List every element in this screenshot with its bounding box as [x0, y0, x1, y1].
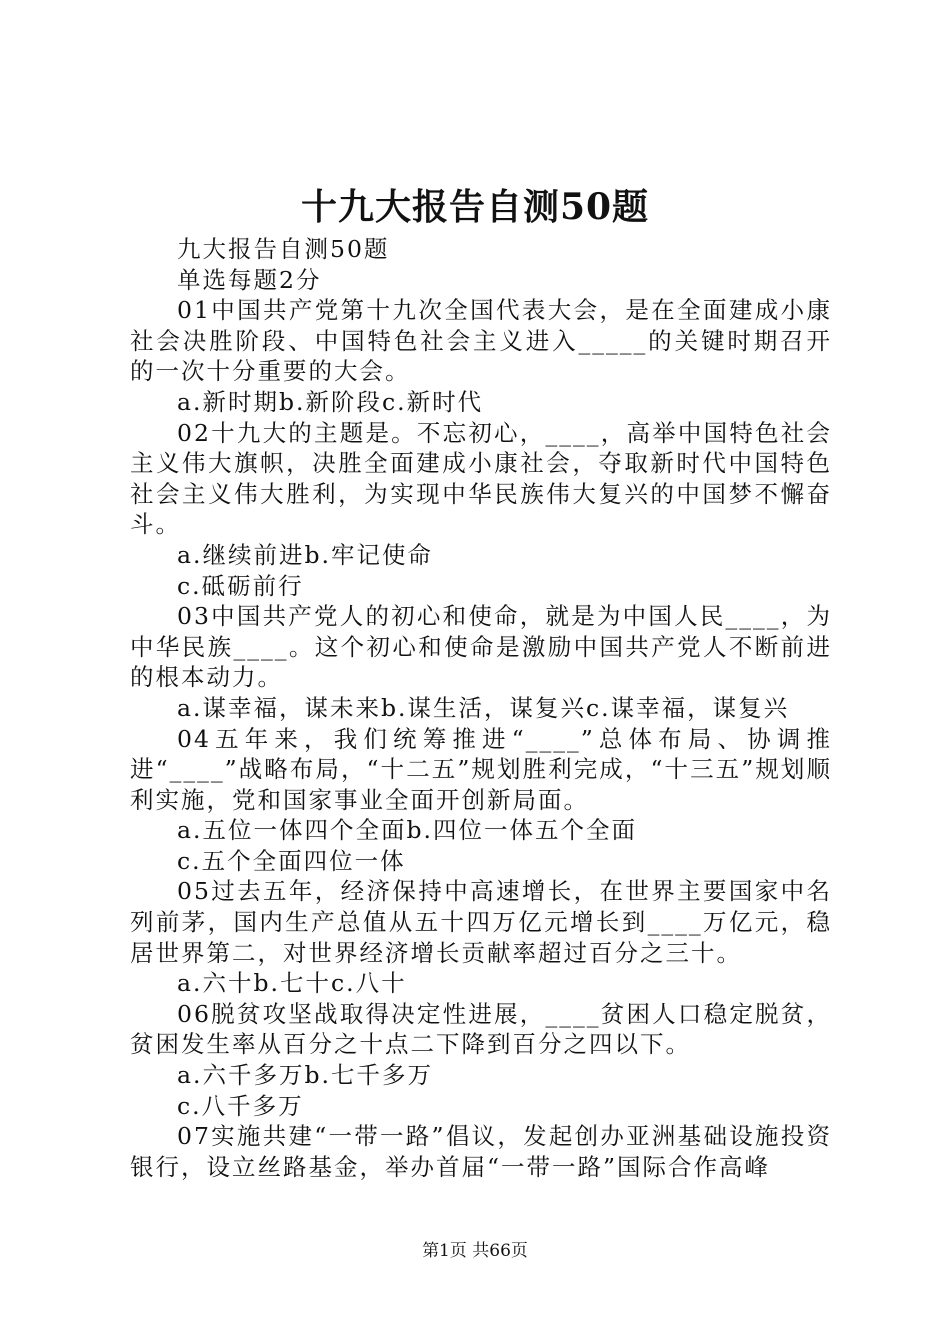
options-04-ab: a.五位一体四个全面b.四位一体五个全面	[177, 816, 637, 845]
options-02-ab: a.继续前进b.牢记使命	[177, 540, 433, 569]
options-03: a.谋幸福，谋未来b.谋生活，谋复兴c.谋幸福，谋复兴	[177, 693, 790, 722]
question-04: 04五年来，我们统筹推进“____”总体布局、协调推进“____”战略布局，“十二五”规划胜利完成，“十三五”规划顺利实施，党和国家事业全面开创新局面。	[130, 724, 832, 814]
paragraph-instruction: 单选每题2分	[177, 265, 322, 294]
options-05: a.六十b.七十c.八十	[177, 969, 407, 998]
options-06-ab: a.六千多万b.七千多万	[177, 1061, 433, 1090]
options-06-c: c.八千多万	[177, 1091, 304, 1120]
page-number-footer: 第1页 共66页	[422, 1241, 528, 1261]
question-03: 03中国共产党人的初心和使命，就是为中国人民____，为中华民族____。这个初心和使命是激励中国共产党人不断前进的根本动力。	[130, 602, 832, 692]
question-01: 01中国共产党第十九次全国代表大会，是在全面建成小康社会决胜阶段、中国特色社会主义进入_____的关键时期召开的一次十分重要的大会。	[130, 296, 832, 386]
document-body	[130, 234, 832, 1182]
options-04-c: c.五个全面四位一体	[177, 846, 406, 875]
question-05: 05过去五年，经济保持中高速增长，在世界主要国家中名列前茅，国内生产总值从五十四万亿元增长到____万亿元，稳居世界第二，对世界经济增长贡献率超过百分之三十。	[130, 877, 832, 967]
question-02: 02十九大的主题是。不忘初心，____，高举中国特色社会主义伟大旗帜，决胜全面建成小康社会，夺取新时代中国特色社会主义伟大胜利，为实现中华民族伟大复兴的中国梦不懈奋斗。	[130, 418, 832, 539]
question-07: 07实施共建“一带一路”倡议，发起创办亚洲基础设施投资银行，设立丝路基金，举办首届“一带一路”国际合作高峰	[130, 1122, 832, 1181]
options-01: a.新时期b.新阶段c.新时代	[177, 387, 484, 416]
paragraph-subtitle: 九大报告自测50题	[177, 235, 390, 263]
document-title: 十九大报告自测50题	[300, 186, 650, 228]
question-06: 06脱贫攻坚战取得决定性进展，____贫困人口稳定脱贫，贫困发生率从百分之十点二下降到百分之四以下。	[130, 999, 832, 1059]
options-02-c: c.砥砺前行	[177, 571, 304, 600]
